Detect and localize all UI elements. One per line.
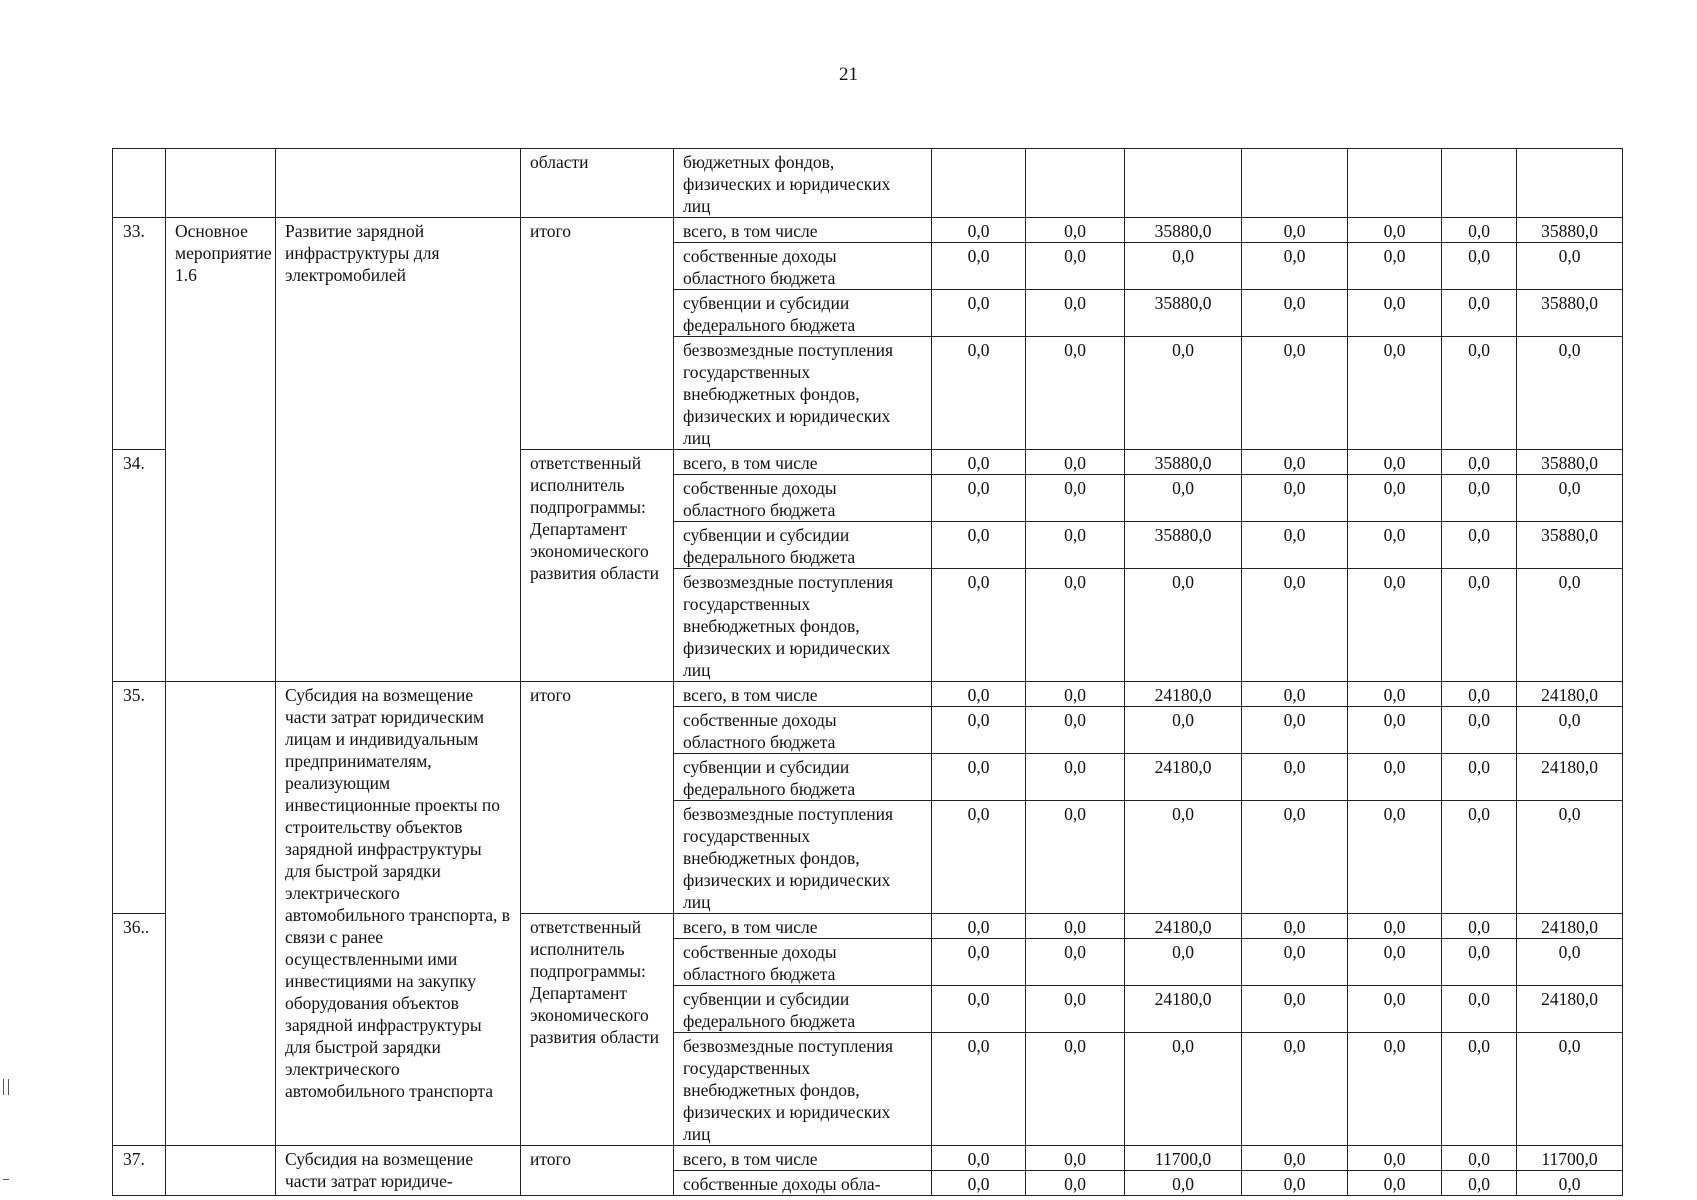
cell-value: 0,0 [1026, 450, 1125, 475]
cell-name: Субсидия на возмещение части затрат юридиче- [276, 1146, 521, 1196]
cell-value: 0,0 [1517, 939, 1623, 986]
cell-value: 0,0 [1026, 1146, 1125, 1171]
cell-value: 0,0 [1026, 754, 1125, 801]
cell-executor: области [521, 149, 674, 218]
cell-value: 35880,0 [1125, 522, 1242, 569]
cell-value: 0,0 [932, 754, 1026, 801]
cell-source: всего, в том числе [674, 218, 932, 243]
cell-value: 0,0 [1242, 1033, 1348, 1146]
cell-source: бюджетных фондов, физических и юридических лиц [674, 149, 932, 218]
budget-table [112, 148, 1623, 1196]
cell-value: 11700,0 [1125, 1146, 1242, 1171]
cell-value: 0,0 [932, 939, 1026, 986]
cell-source: безвозмездные поступления государственных внебюджетных фондов, физических и юридических лиц [674, 337, 932, 450]
cell-name: Субсидия на возмещение части затрат юридическим лицам и индивидуальным предпринимателям, реализующим инвестиционные проекты по строительству объектов зарядной инфраструктуры для быстрой зарядки электрического автомобильного транспорта, в связи с ранее осуществленными ими инвестициями на закупку оборудования объектов зарядной инфраструктуры для быстрой зарядки электрического автомобильного транспорта [276, 682, 521, 1146]
cell-value: 0,0 [1348, 986, 1442, 1033]
cell-value: 0,0 [932, 707, 1026, 754]
cell-value: 0,0 [1517, 475, 1623, 522]
cell-value: 0,0 [1348, 218, 1442, 243]
cell-value: 0,0 [1026, 801, 1125, 914]
cell-source: собственные доходы областного бюджета [674, 475, 932, 522]
cell-value: 0,0 [1348, 569, 1442, 682]
cell-value: 0,0 [932, 243, 1026, 290]
cell-value: 0,0 [1242, 450, 1348, 475]
cell-value: 0,0 [1026, 218, 1125, 243]
cell-value: 0,0 [1026, 986, 1125, 1033]
cell-value: 0,0 [1517, 569, 1623, 682]
cell-source: всего, в том числе [674, 682, 932, 707]
cell-value: 0,0 [1242, 801, 1348, 914]
cell-value: 0,0 [1242, 1146, 1348, 1171]
cell-value: 0,0 [1026, 569, 1125, 682]
cell-value: 0,0 [1125, 569, 1242, 682]
cell-value: 0,0 [1517, 337, 1623, 450]
cell-value: 0,0 [1348, 754, 1442, 801]
cell-value: 35880,0 [1125, 290, 1242, 337]
cell-source: субвенции и субсидии федерального бюджета [674, 986, 932, 1033]
cell-value: 0,0 [1242, 218, 1348, 243]
cell-value: 0,0 [1242, 290, 1348, 337]
cell-value: 24180,0 [1125, 682, 1242, 707]
cell-value: 24180,0 [1517, 914, 1623, 939]
cell-value: 0,0 [1242, 337, 1348, 450]
cell-value: 0,0 [1442, 682, 1517, 707]
cell-event [166, 149, 276, 218]
cell-value: 0,0 [1026, 682, 1125, 707]
cell-value: 0,0 [1348, 682, 1442, 707]
cell-value: 0,0 [1442, 522, 1517, 569]
cell-value: 0,0 [1026, 1033, 1125, 1146]
cell-name: Развитие зарядной инфраструктуры для электромобилей [276, 218, 521, 682]
cell-value: 0,0 [1348, 1171, 1442, 1196]
cell-source: собственные доходы областного бюджета [674, 707, 932, 754]
cell-value: 24180,0 [1125, 986, 1242, 1033]
cell-value: 35880,0 [1125, 450, 1242, 475]
cell-value: 0,0 [1517, 801, 1623, 914]
cell-value: 0,0 [1242, 1171, 1348, 1196]
cell-source: субвенции и субсидии федерального бюджета [674, 522, 932, 569]
cell-event: Основное мероприятие 1.6 [166, 218, 276, 682]
cell-executor: ответственный исполнитель подпрограммы: Департамент экономического развития области [521, 450, 674, 682]
cell-value: 0,0 [1517, 1033, 1623, 1146]
cell-value: 0,0 [1517, 1171, 1623, 1196]
table-row [113, 218, 1623, 243]
cell-value: 35880,0 [1517, 218, 1623, 243]
cell-value: 0,0 [932, 986, 1026, 1033]
cell-executor: итого [521, 1146, 674, 1196]
cell-value: 0,0 [1026, 290, 1125, 337]
cell-value: 24180,0 [1517, 682, 1623, 707]
cell-value: 0,0 [1442, 337, 1517, 450]
cell-value: 0,0 [1026, 337, 1125, 450]
cell-value: 0,0 [1125, 337, 1242, 450]
cell-value: 11700,0 [1517, 1146, 1623, 1171]
cell-value: 35880,0 [1517, 290, 1623, 337]
cell-source: собственные доходы обла- [674, 1171, 932, 1196]
cell-value: 0,0 [932, 1146, 1026, 1171]
cell-value: 0,0 [1442, 939, 1517, 986]
cell-value: 0,0 [1442, 707, 1517, 754]
cell-value: 0,0 [1442, 914, 1517, 939]
cell-value: 0,0 [1242, 939, 1348, 986]
cell-value: 0,0 [1348, 707, 1442, 754]
cell-value: 0,0 [1442, 1033, 1517, 1146]
cell-source: собственные доходы областного бюджета [674, 939, 932, 986]
cell-row-number [113, 149, 166, 218]
cell-value: 0,0 [1242, 243, 1348, 290]
cell-value: 0,0 [932, 522, 1026, 569]
cell-value: 0,0 [1348, 522, 1442, 569]
cell-value: 0,0 [1348, 914, 1442, 939]
cell-row-number: 33. [113, 218, 166, 450]
scan-margin-mark [3, 1079, 9, 1095]
cell-value: 0,0 [1348, 939, 1442, 986]
cell-value: 0,0 [1348, 1146, 1442, 1171]
cell-source: субвенции и субсидии федерального бюджета [674, 290, 932, 337]
cell-value: 0,0 [1348, 243, 1442, 290]
cell-row-number: 36.. [113, 914, 166, 1146]
cell-value: 0,0 [932, 682, 1026, 707]
cell-value: 0,0 [1125, 1033, 1242, 1146]
cell-value: 0,0 [1442, 290, 1517, 337]
cell-value: 0,0 [1026, 243, 1125, 290]
cell-value: 0,0 [1026, 475, 1125, 522]
cell-value: 0,0 [1348, 337, 1442, 450]
cell-value: 0,0 [1348, 801, 1442, 914]
page-number: 21 [839, 64, 858, 85]
cell-value: 0,0 [932, 1171, 1026, 1196]
cell-value: 0,0 [1125, 707, 1242, 754]
cell-value: 0,0 [1517, 707, 1623, 754]
cell-value: 0,0 [932, 1033, 1026, 1146]
cell-value: 0,0 [932, 337, 1026, 450]
cell-source: безвозмездные поступления государственных внебюджетных фондов, физических и юридических лиц [674, 569, 932, 682]
cell-value: 0,0 [1242, 754, 1348, 801]
cell-value: 0,0 [1442, 1171, 1517, 1196]
table-row-continuation [113, 149, 1623, 218]
cell-value: 0,0 [932, 218, 1026, 243]
cell-value: 0,0 [1026, 939, 1125, 986]
table-row [113, 682, 1623, 707]
cell-value: 0,0 [932, 569, 1026, 682]
cell-row-number: 34. [113, 450, 166, 682]
cell-source: безвозмездные поступления государственных внебюджетных фондов, физических и юридических лиц [674, 801, 932, 914]
cell-value: 0,0 [1442, 569, 1517, 682]
cell-value: 0,0 [1348, 290, 1442, 337]
cell-value: 0,0 [1242, 682, 1348, 707]
cell-row-number: 35. [113, 682, 166, 914]
cell-value: 0,0 [1442, 450, 1517, 475]
cell-value: 0,0 [1242, 986, 1348, 1033]
cell-value: 0,0 [1442, 986, 1517, 1033]
cell-value: 0,0 [1125, 801, 1242, 914]
cell-value: 0,0 [932, 475, 1026, 522]
cell-source: всего, в том числе [674, 1146, 932, 1171]
cell-value: 0,0 [932, 450, 1026, 475]
cell-value: 35880,0 [1517, 450, 1623, 475]
cell-source: собственные доходы областного бюджета [674, 243, 932, 290]
cell-value: 0,0 [1242, 475, 1348, 522]
cell-source: субвенции и субсидии федерального бюджета [674, 754, 932, 801]
cell-value: 24180,0 [1517, 986, 1623, 1033]
table-row [113, 1146, 1623, 1171]
cell-value: 0,0 [1125, 1171, 1242, 1196]
cell-value: 0,0 [1026, 914, 1125, 939]
cell-value: 0,0 [1442, 218, 1517, 243]
cell-event [166, 1146, 276, 1196]
cell-source: всего, в том числе [674, 914, 932, 939]
cell-executor: ответственный исполнитель подпрограммы: Департамент экономического развития области [521, 914, 674, 1146]
cell-value: 24180,0 [1125, 914, 1242, 939]
cell-value: 0,0 [932, 914, 1026, 939]
cell-event [166, 682, 276, 1146]
cell-value: 0,0 [1517, 243, 1623, 290]
cell-executor: итого [521, 682, 674, 914]
cell-value: 24180,0 [1517, 754, 1623, 801]
cell-value: 35880,0 [1517, 522, 1623, 569]
cell-value: 0,0 [1242, 707, 1348, 754]
cell-value: 0,0 [932, 801, 1026, 914]
cell-value: 0,0 [1026, 522, 1125, 569]
cell-value: 0,0 [1442, 1146, 1517, 1171]
cell-value: 35880,0 [1125, 218, 1242, 243]
scan-margin-dot [3, 1179, 9, 1180]
cell-value: 0,0 [1026, 707, 1125, 754]
cell-value: 0,0 [1348, 450, 1442, 475]
cell-value: 24180,0 [1125, 754, 1242, 801]
cell-value: 0,0 [1442, 801, 1517, 914]
cell-value: 0,0 [1242, 914, 1348, 939]
cell-value: 0,0 [1442, 243, 1517, 290]
cell-value: 0,0 [1026, 1171, 1125, 1196]
cell-value: 0,0 [1442, 475, 1517, 522]
cell-value: 0,0 [1348, 1033, 1442, 1146]
cell-value: 0,0 [1348, 475, 1442, 522]
cell-source: безвозмездные поступления государственных внебюджетных фондов, физических и юридических лиц [674, 1033, 932, 1146]
cell-value: 0,0 [1242, 522, 1348, 569]
cell-value: 0,0 [1242, 569, 1348, 682]
cell-row-number: 37. [113, 1146, 166, 1196]
cell-value: 0,0 [1125, 475, 1242, 522]
cell-value: 0,0 [1125, 939, 1242, 986]
cell-name [276, 149, 521, 218]
cell-value: 0,0 [1125, 243, 1242, 290]
cell-value: 0,0 [1442, 754, 1517, 801]
cell-value: 0,0 [932, 290, 1026, 337]
cell-executor: итого [521, 218, 674, 450]
cell-source: всего, в том числе [674, 450, 932, 475]
